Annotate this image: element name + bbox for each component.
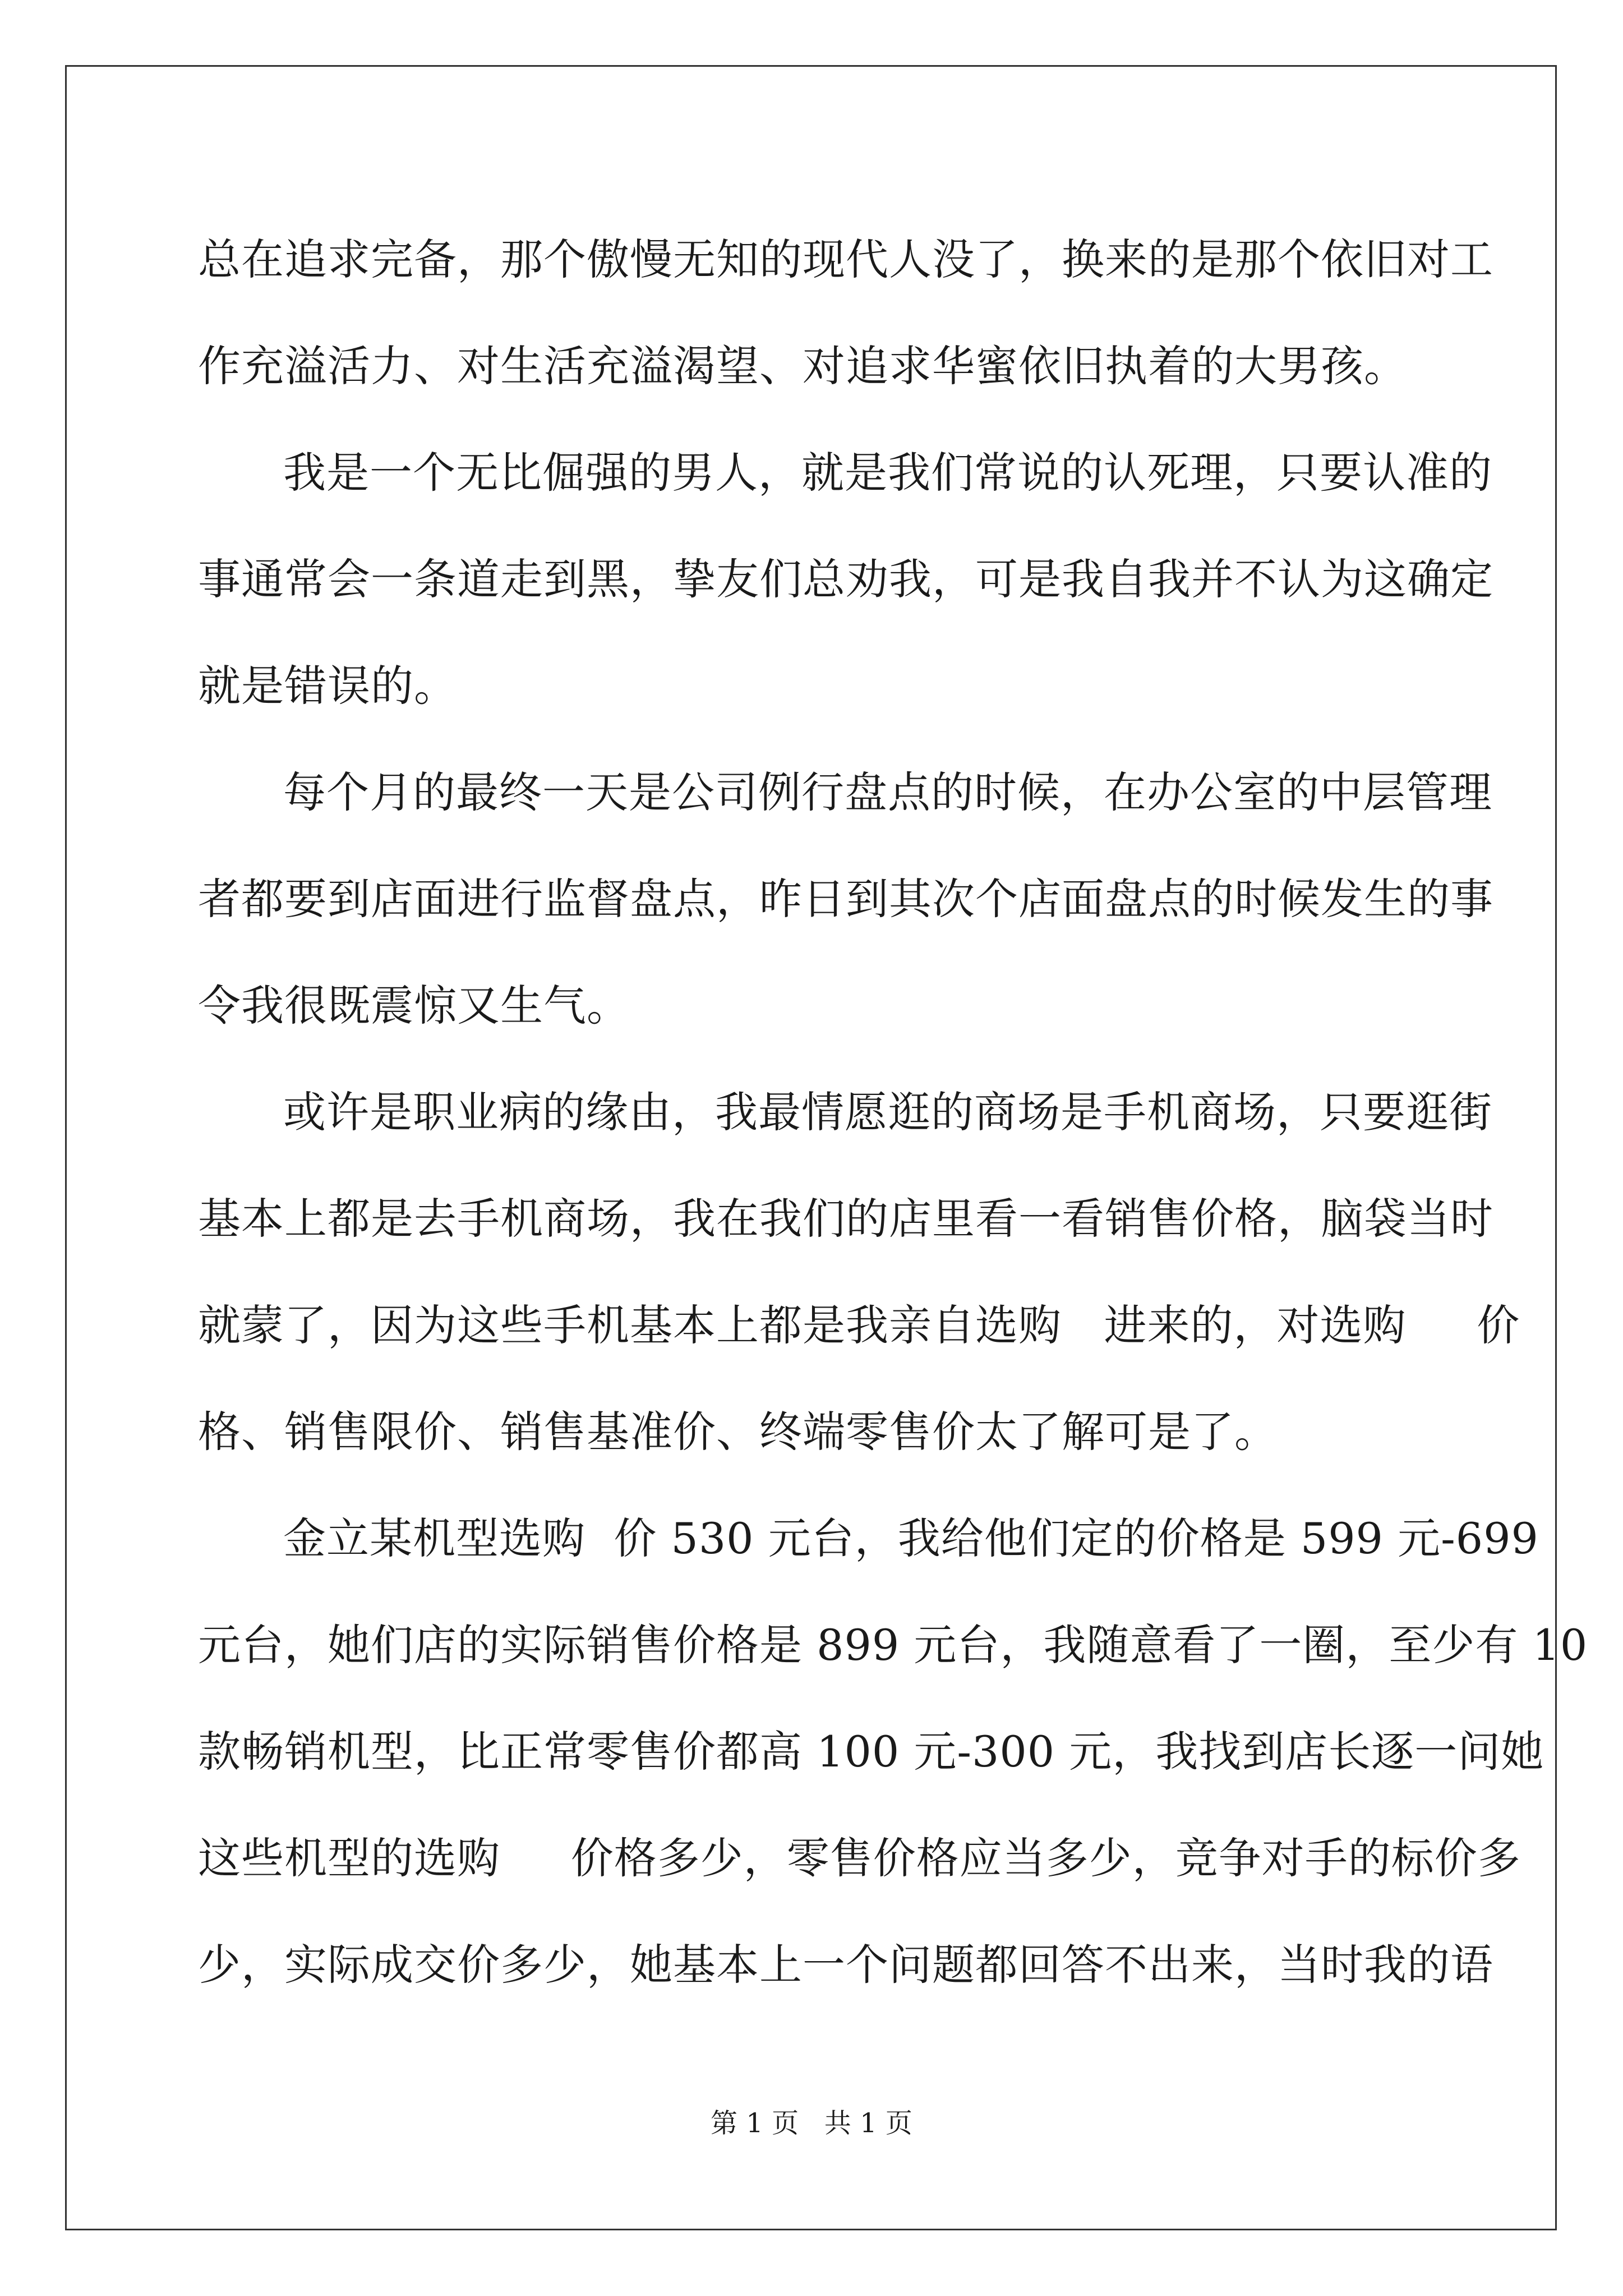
text-line: 就是错误的。: [198, 661, 457, 711]
text-line: 款畅销机型，比正常零售价都高 100 元-300 元，我找到店长逐一问她: [198, 1727, 1544, 1777]
document-body: [198, 206, 1588, 2018]
text-line: 这些机型的选购 价格多少，零售价格应当多少，竞争对手的标价多: [198, 1833, 1521, 1883]
text-line: 令我很既震惊又生气。: [198, 981, 630, 1030]
text-line: 每个月的最终一天是公司例行盘点的时候，在办公室的中层管理: [283, 767, 1492, 817]
text-line: 格、销售限价、销售基准价、终端零售价太了解可是了。: [198, 1407, 1278, 1457]
text-line: 作充溢活力、对生活充溢渴望、对追求华蜜依旧执着的大男孩。: [198, 341, 1407, 391]
text-line: 我是一个无比倔强的男人，就是我们常说的认死理，只要认准的: [283, 448, 1492, 498]
text-line: 基本上都是去手机商场，我在我们的店里看一看销售价格，脑袋当时: [198, 1194, 1493, 1244]
text-line: 少，实际成交价多少，她基本上一个问题都回答不出来，当时我的语: [198, 1940, 1493, 1990]
page-footer: 第 1 页 共 1 页: [711, 2108, 912, 2139]
text-line: 总在追求完备，那个傲慢无知的现代人没了，换来的是那个依旧对工: [198, 234, 1493, 284]
text-line: 元台，她们店的实际销售价格是 899 元台，我随意看了一圈，至少有 10: [198, 1620, 1588, 1670]
text-line: 者都要到店面进行监督盘点，昨日到其次个店面盘点的时候发生的事: [198, 874, 1493, 924]
text-line: 或许是职业病的缘由，我最情愿逛的商场是手机商场，只要逛街: [283, 1087, 1492, 1137]
text-line: 事通常会一条道走到黑，挚友们总劝我，可是我自我并不认为这确定: [198, 554, 1493, 604]
text-line: 金立某机型选购 价 530 元台，我给他们定的价格是 599 元-699: [283, 1513, 1539, 1563]
text-line: 就蒙了，因为这些手机基本上都是我亲自选购 进来的，对选购 价: [198, 1300, 1520, 1350]
